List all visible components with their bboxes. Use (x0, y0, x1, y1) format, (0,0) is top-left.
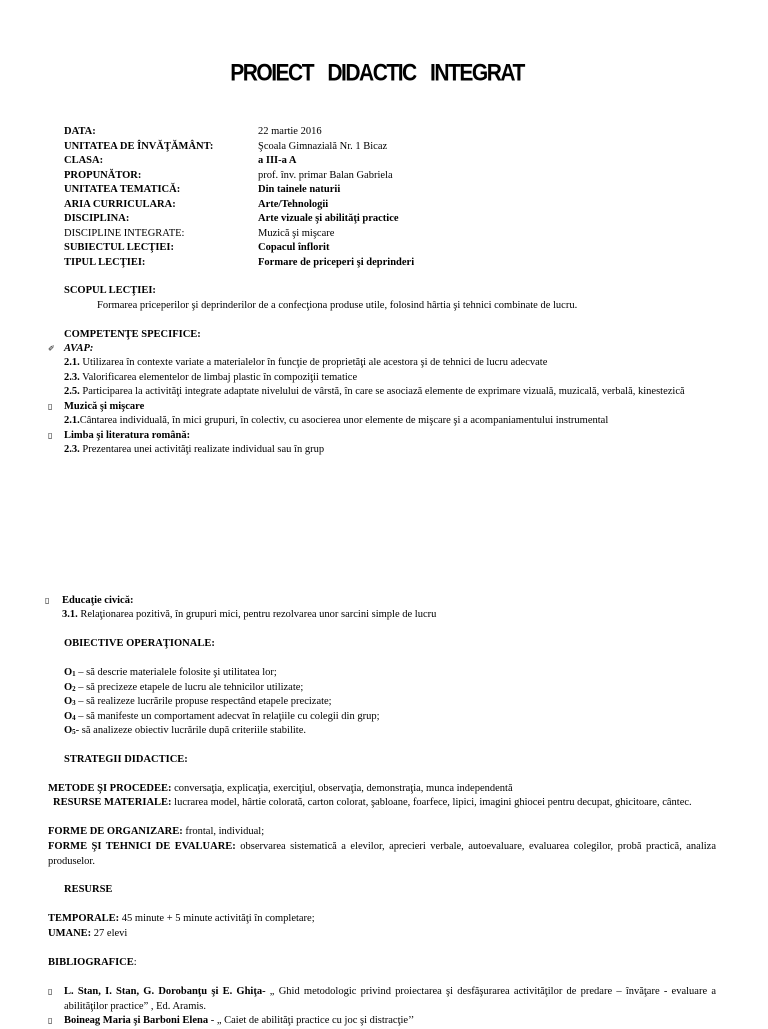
avap-label: AVAP: (64, 343, 94, 354)
obiectiv-item: $O_1$ – să descrie materialele folosite şi utilitatea lor; (64, 667, 277, 678)
info-value: Din tainele naturii (258, 184, 341, 195)
info-label: DATA: (64, 126, 96, 137)
limba-label: Limba şi literatura română: (64, 430, 191, 441)
avap-item: 2.1. Utilizarea în contexte variate a materialelor în funcţie de proprietăţi ale acestora şi de tehnici de lucru adecvate (64, 357, 548, 368)
civica-label: Educaţie civică: (62, 595, 134, 606)
info-value: Formare de priceperi şi deprinderi (258, 256, 415, 268)
bullet-icon: ▯ (45, 596, 50, 605)
info-label: UNITATEA TEMATICĂ: (64, 184, 181, 195)
obiectiv-item: $O_4$ – să manifeste un comportament adecvat în relaţiile cu colegii din grup; (64, 710, 380, 722)
bibliografie-item: L. Stan, I. Stan, G. Dorobanţu şi E. Ghiţa- „ Ghid metodologic privind proiectarea şi desfăşurarea activităţilor de predare – învăţare - evaluare a abilităţilor practice” , Ed. Aramis. (64, 986, 716, 1012)
info-label: UNITATEA DE ÎNVĂŢĂMÂNT: (64, 140, 214, 152)
muzica-item: 2.1.Cântarea individuală, în mici grupuri, în colectiv, cu asocierea unor elemente de mişcare şi a acompaniamentului instrumental (64, 415, 609, 426)
obiectiv-item: $O_2$ – să precizeze etapele de lucru ale tehnicilor utilizate; (64, 681, 304, 693)
resurse-heading: RESURSE (64, 884, 113, 895)
info-value: Arte vizuale şi abilităţi practice (258, 213, 399, 224)
info-value: Copacul înflorit (258, 242, 330, 253)
bibliografie-item: Boineag Maria şi Barboni Elena - „ Caiet de abilităţi practice cu joc şi distracţie’’ (64, 1015, 415, 1026)
info-value: a III-a A (258, 155, 297, 166)
temporale-line: TEMPORALE: 45 minute + 5 minute activităţi în completare; (48, 913, 315, 924)
info-value: prof. înv. primar Balan Gabriela (258, 169, 393, 181)
limba-item: 2.3. Prezentarea unei activităţi realizate individual sau în grup (64, 444, 325, 455)
avap-item: 2.5. Participarea la activităţi integrate adaptate nivelului de vârstă, în care se asociază elemente de exprimare vizuală, muzicală, verbală, kinestezică (64, 386, 685, 397)
competente-heading: COMPETENŢE SPECIFICE: (64, 329, 201, 340)
muzica-label: Muzică şi mişcare (64, 401, 145, 412)
page-title: PROIECT DIDACTIC INTEGRAT (230, 60, 524, 87)
info-label: TIPUL LECŢIEI: (64, 256, 146, 268)
info-label: ARIA CURRICULARA: (64, 198, 176, 210)
resurse-materiale-line: RESURSE MATERIALE: lucrarea model, hârtie colorată, carton colorat, şabloane, foarfece, lipici, imagini ghiocei pentru decupat, ghicitoare, cântec. (53, 797, 692, 808)
info-label: CLASA: (64, 155, 104, 166)
bullet-icon: ▯ (48, 987, 53, 996)
bullet-icon: ▯ (48, 1016, 53, 1025)
info-label: PROPUNĂTOR: (64, 169, 142, 181)
forme-organizare-line: FORME DE ORGANIZARE: frontal, individual; (48, 826, 265, 837)
forme-evaluare-line: FORME ŞI TEHNICI DE EVALUARE: observarea sistematică a elevilor, aprecieri verbale, autoevaluare, evaluarea colegilor, probă practică, analiza produselor. (48, 841, 716, 867)
scop-heading: SCOPUL LECŢIEI: (64, 285, 156, 296)
scop-text: Formarea priceperilor şi deprinderilor de a confecţiona produse utile, folosind hârtia şi tehnici combinate de lucru. (97, 300, 578, 311)
bibliografie-heading: BIBLIOGRAFICE: (48, 957, 137, 968)
info-value: Şcoala Gimnazială Nr. 1 Bicaz (258, 140, 388, 152)
obiectiv-item: $O_3$ – să realizeze lucrările propuse respectând etapele precizate; (64, 696, 332, 707)
metode-line: METODE ŞI PROCEDEE: conversaţia, explicaţia, exerciţiul, observaţia, demonstraţia, munca independentă (48, 783, 513, 794)
info-value: 22 martie 2016 (258, 126, 322, 137)
info-value: Muzică şi mişcare (258, 227, 335, 239)
info-label: SUBIECTUL LECŢIEI: (64, 242, 174, 253)
avap-item: 2.3. Valorificarea elementelor de limbaj plastic în compoziţii tematice (64, 371, 358, 383)
bullet-icon: ▯ (48, 431, 53, 440)
obiectiv-item: $O_5-$ să analizeze obiectiv lucrările după criteriile stabilite. (64, 725, 306, 736)
pencil-bullet-icon: ✐ (48, 344, 55, 353)
civica-item: 3.1. Relaţionarea pozitivă, în grupuri mici, pentru rezolvarea unor sarcini simple de lucru (62, 609, 437, 620)
info-label: DISCIPLINA: (64, 213, 130, 224)
bullet-icon: ▯ (48, 402, 53, 411)
strategii-heading: STRATEGII DIDACTICE: (64, 754, 188, 765)
info-label: DISCIPLINE INTEGRATE: (64, 227, 185, 239)
umane-line: UMANE: 27 elevi (48, 928, 128, 939)
info-value: Arte/Tehnologii (258, 198, 329, 210)
obiective-heading: OBIECTIVE OPERAŢIONALE: (64, 638, 215, 649)
